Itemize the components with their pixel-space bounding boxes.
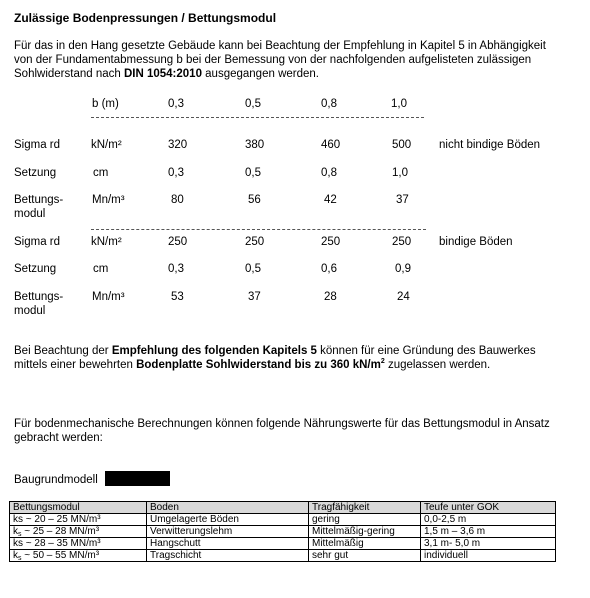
row-label: Setzung (14, 167, 57, 179)
intro-paragraph (14, 40, 554, 81)
din-norm: DIN 1054:2010 (123, 67, 202, 80)
cell-value: 0,6 (321, 263, 337, 275)
cell-value: 80 (171, 194, 184, 206)
group-note: nicht bindige Böden (439, 139, 541, 151)
row-label: Bettungs- (14, 194, 64, 206)
para-text: zugelassen werden. (384, 358, 491, 371)
row-label: Bettungs- (14, 291, 64, 303)
table-cell: Verwitterungslehm (147, 526, 309, 538)
row-unit: Mn/m³ (92, 291, 125, 303)
ks-range: ~ 50 – 55 MN/m³ (21, 550, 100, 561)
table-cell: Tragschicht (147, 550, 309, 562)
cell-value: 250 (168, 236, 188, 248)
table-row (10, 526, 556, 538)
table-header: Bettungsmodul (10, 502, 147, 514)
row-unit: kN/m² (91, 139, 122, 151)
row-label: Setzung (14, 263, 57, 275)
bearing-capacity (136, 359, 385, 371)
subscript: s (18, 531, 22, 538)
table-header-row (10, 502, 556, 514)
ks-range: ~ 25 – 28 MN/m³ (21, 526, 100, 537)
cell-value: 0,3 (168, 167, 184, 179)
cell-value: 250 (321, 236, 341, 248)
row-unit: kN/m² (91, 236, 122, 248)
b-value: 0,8 (321, 98, 337, 110)
cell-value: 24 (397, 291, 410, 303)
ks-symbol: ks (13, 514, 23, 525)
chapter-reference: Empfehlung des folgenden Kapitels 5 (111, 345, 317, 357)
table-cell: Mittelmäßig-gering (309, 526, 421, 538)
intro-text: Für das in den Hang gesetzte Gebäude kann bei Beachtung der Empfehlung in Kapitel 5 in Abhängigkeit von der Fundamentabmessung b bei der Bemessung von der nachfolgenden aufgelisteten zulässigen Sohlwiderstand nach (14, 40, 546, 80)
bearing-capacity-text: Bodenplatte Sohlwiderstand bis zu 360 kN/m (136, 358, 381, 371)
redaction-box (105, 471, 170, 486)
baugrund-label: Baugrundmodell (14, 474, 98, 486)
page-title: Zulässige Bodenpressungen / Bettungsmodul (14, 11, 277, 25)
cell-value: 250 (392, 236, 412, 248)
table-cell: Mittelmäßig (309, 538, 421, 550)
ks-symbol: k (13, 526, 18, 537)
para-text: Bei Beachtung der (14, 345, 112, 357)
table-cell: gering (309, 514, 421, 526)
table-cell (10, 526, 147, 538)
intro-text-end: ausgegangen werden. (201, 67, 319, 80)
cell-value: 28 (324, 291, 337, 303)
ks-range: ~ 20 – 25 MN/m³ (23, 514, 101, 525)
b-value: 0,5 (245, 98, 261, 110)
table-header: Teufe unter GOK (421, 502, 556, 514)
table-cell: 3,1 m- 5,0 m (421, 538, 556, 550)
subscript: s (18, 555, 22, 562)
row-unit: cm (93, 263, 109, 275)
b-label: b (m) (92, 98, 119, 110)
row-label: modul (14, 208, 46, 220)
dashed-separator (91, 229, 426, 230)
ks-range: ~ 28 – 35 MN/m³ (23, 538, 101, 549)
dashed-separator (91, 117, 424, 118)
table-cell: Umgelagerte Böden (147, 514, 309, 526)
cell-value: 37 (248, 291, 261, 303)
group-note: bindige Böden (439, 236, 513, 248)
cell-value: 460 (321, 139, 341, 151)
cell-value: 500 (392, 139, 412, 151)
cell-value: 37 (396, 194, 409, 206)
cell-value: 0,3 (168, 263, 184, 275)
b-value: 1,0 (391, 98, 407, 110)
row-label: Sigma rd (14, 139, 61, 151)
table-row (10, 538, 556, 550)
row-label: Sigma rd (14, 236, 61, 248)
table-cell (10, 550, 147, 562)
table-cell (10, 538, 147, 550)
cell-value: 320 (168, 139, 188, 151)
approximation-paragraph: Für bodenmechanische Berechnungen können folgende Nährungswerte für das Bettungsmodul in Ansatz gebracht werden: (14, 418, 550, 444)
b-value: 0,3 (168, 98, 184, 110)
cell-value: 1,0 (392, 167, 408, 179)
cell-value: 0,8 (321, 167, 337, 179)
table-cell: sehr gut (309, 550, 421, 562)
cell-value: 250 (245, 236, 265, 248)
table-header: Tragfähigkeit (309, 502, 421, 514)
table-cell: 0,0-2,5 m (421, 514, 556, 526)
cell-value: 56 (248, 194, 261, 206)
soil-table (9, 501, 556, 562)
table-row (10, 514, 556, 526)
cell-value: 0,5 (245, 167, 261, 179)
row-unit: cm (93, 167, 109, 179)
table-header: Boden (147, 502, 309, 514)
superscript: 2 (380, 357, 385, 365)
cell-value: 0,9 (395, 263, 411, 275)
para-text: können für eine Gründung des Bauwerkes mittels einer bewehrten (14, 345, 536, 371)
cell-value: 0,5 (245, 263, 261, 275)
table-cell: 1,5 m – 3,6 m (421, 526, 556, 538)
cell-value: 53 (171, 291, 184, 303)
row-unit: Mn/m³ (92, 194, 125, 206)
table-cell: individuell (421, 550, 556, 562)
table-cell (10, 514, 147, 526)
ks-symbol: k (13, 550, 18, 561)
cell-value: 380 (245, 139, 265, 151)
cell-value: 42 (324, 194, 337, 206)
ks-symbol: ks (13, 538, 23, 549)
row-label: modul (14, 305, 46, 317)
recommendation-paragraph (14, 345, 554, 373)
table-row (10, 550, 556, 562)
table-cell: Hangschutt (147, 538, 309, 550)
